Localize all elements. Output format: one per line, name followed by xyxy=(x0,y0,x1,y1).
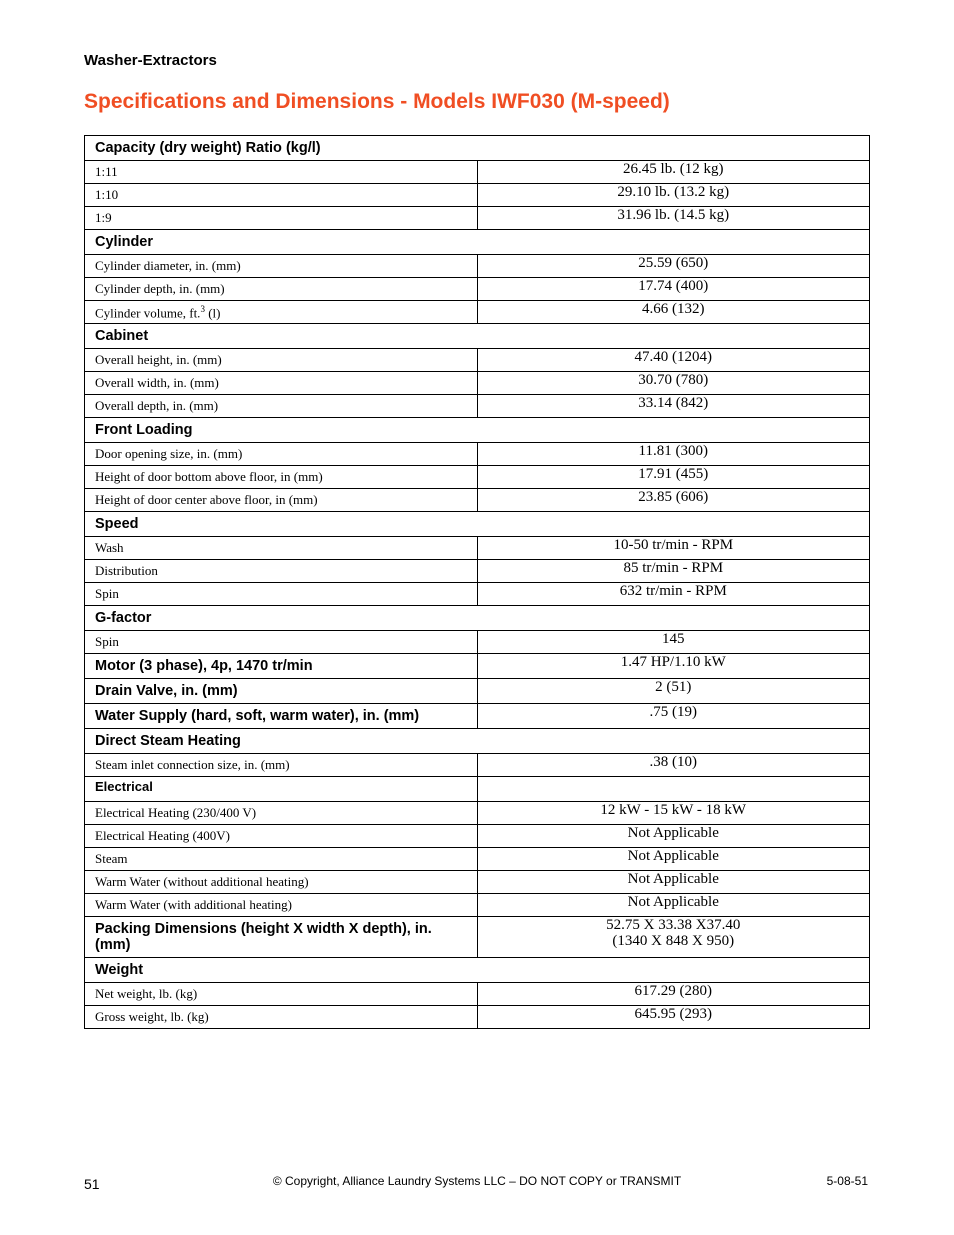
table-row xyxy=(85,871,870,894)
spec-label xyxy=(85,802,478,825)
spec-label-text: Packing Dimensions (height X width X depth), in. (mm) xyxy=(95,921,432,953)
table-section-header xyxy=(85,606,870,631)
spec-label-text: 1:11 xyxy=(95,164,118,179)
spec-label xyxy=(85,466,478,489)
spec-label-text: Spin xyxy=(95,634,119,649)
spec-value xyxy=(477,631,870,654)
spec-label xyxy=(85,161,478,184)
spec-label-text: Motor (3 phase), 4p, 1470 tr/min xyxy=(95,658,313,674)
table-section-header xyxy=(85,958,870,983)
table-row xyxy=(85,466,870,489)
table-section-header xyxy=(85,729,870,754)
section-header-cell: Capacity (dry weight) Ratio (kg/l) xyxy=(85,136,870,161)
spec-label xyxy=(85,679,478,704)
table-row xyxy=(85,917,870,958)
table-row xyxy=(85,983,870,1006)
spec-value-text: Not Applicable xyxy=(627,825,719,841)
spec-value xyxy=(477,372,870,395)
spec-value xyxy=(477,184,870,207)
spec-value-text-line2: (1340 X 848 X 950) xyxy=(612,933,735,949)
spec-value-text: 145 xyxy=(662,631,685,647)
spec-value-text: 4.66 (132) xyxy=(642,301,705,317)
spec-value xyxy=(477,654,870,679)
spec-label-text: Overall height, in. (mm) xyxy=(95,352,222,367)
table-row xyxy=(85,278,870,301)
section-header-cell: Electrical xyxy=(85,777,478,802)
spec-label-text: Overall depth, in. (mm) xyxy=(95,398,219,413)
spec-value-text: 632 tr/min - RPM xyxy=(619,583,727,599)
page-title: Specifications and Dimensions - Models IWF030 (M-speed) xyxy=(84,90,670,113)
section-header-cell: Speed xyxy=(85,512,870,537)
spec-label xyxy=(85,395,478,418)
table-row xyxy=(85,161,870,184)
spec-value-text: 29.10 lb. (13.2 kg) xyxy=(617,184,730,200)
table-row xyxy=(85,802,870,825)
empty-value-cell xyxy=(477,777,870,802)
spec-label-text: 1:10 xyxy=(95,187,119,202)
spec-value-text: 10-50 tr/min - RPM xyxy=(613,537,734,553)
table-row xyxy=(85,184,870,207)
table-row xyxy=(85,631,870,654)
spec-value xyxy=(477,161,870,184)
spec-value xyxy=(477,537,870,560)
spec-label-text: Warm Water (without additional heating) xyxy=(95,874,309,889)
table-row xyxy=(85,1006,870,1029)
spec-label-text: Height of door center above floor, in (mm) xyxy=(95,492,318,507)
spec-value xyxy=(477,395,870,418)
spec-label xyxy=(85,1006,478,1029)
spec-label-text: Drain Valve, in. (mm) xyxy=(95,683,238,699)
table-row xyxy=(85,894,870,917)
spec-value xyxy=(477,443,870,466)
copyright-notice: © Copyright, Alliance Laundry Systems LLC – DO NOT COPY or TRANSMIT xyxy=(272,1174,682,1188)
spec-label xyxy=(85,704,478,729)
spec-label-text: Net weight, lb. (kg) xyxy=(95,986,198,1001)
spec-value-text: 52.75 X 33.38 X37.40 xyxy=(606,917,741,933)
spec-value xyxy=(477,704,870,729)
spec-value xyxy=(477,583,870,606)
document-number: 5-08-51 xyxy=(826,1174,868,1188)
spec-value-text: Not Applicable xyxy=(627,894,719,910)
spec-value xyxy=(477,871,870,894)
table-section-header xyxy=(85,136,870,161)
spec-value-text: .75 (19) xyxy=(649,704,697,720)
spec-label xyxy=(85,443,478,466)
table-row xyxy=(85,395,870,418)
spec-value xyxy=(477,754,870,777)
page-number: 51 xyxy=(84,1176,100,1192)
table-row xyxy=(85,679,870,704)
spec-label xyxy=(85,654,478,679)
spec-value-text: 23.85 (606) xyxy=(638,489,709,505)
spec-value xyxy=(477,917,870,958)
spec-label xyxy=(85,825,478,848)
spec-label-text: Steam inlet connection size, in. (mm) xyxy=(95,757,290,772)
spec-value-text: 2 (51) xyxy=(655,679,692,695)
spec-label-text: Height of door bottom above floor, in (mm) xyxy=(95,469,323,484)
spec-label xyxy=(85,560,478,583)
spec-label-text: Water Supply (hard, soft, warm water), in. (mm) xyxy=(95,708,420,724)
spec-label xyxy=(85,537,478,560)
spec-value xyxy=(477,349,870,372)
spec-value xyxy=(477,255,870,278)
spec-label xyxy=(85,184,478,207)
spec-value xyxy=(477,802,870,825)
spec-value xyxy=(477,848,870,871)
spec-label xyxy=(85,372,478,395)
spec-value-text: 17.74 (400) xyxy=(638,278,709,294)
spec-value-text: 31.96 lb. (14.5 kg) xyxy=(617,207,730,223)
specifications-table xyxy=(84,135,870,1029)
spec-value-text: 1.47 HP/1.10 kW xyxy=(620,654,726,670)
spec-label xyxy=(85,871,478,894)
spec-value xyxy=(477,278,870,301)
section-header-cell: Cabinet xyxy=(85,324,870,349)
spec-value-text: 645.95 (293) xyxy=(634,1006,712,1022)
spec-label xyxy=(85,489,478,512)
section-label: Washer-Extractors xyxy=(84,52,217,69)
section-header-cell: Direct Steam Heating xyxy=(85,729,870,754)
table-row xyxy=(85,583,870,606)
spec-label xyxy=(85,255,478,278)
table-row xyxy=(85,443,870,466)
spec-value-text: 12 kW - 15 kW - 18 kW xyxy=(600,802,747,818)
section-header-cell: Front Loading xyxy=(85,418,870,443)
spec-value-text: Not Applicable xyxy=(627,848,719,864)
table-section-header xyxy=(85,777,870,802)
spec-label xyxy=(85,983,478,1006)
spec-value xyxy=(477,983,870,1006)
spec-label-text: Distribution xyxy=(95,563,158,578)
table-row xyxy=(85,207,870,230)
spec-label-text: Overall width, in. (mm) xyxy=(95,375,219,390)
spec-label xyxy=(85,583,478,606)
spec-value-text: 25.59 (650) xyxy=(638,255,709,271)
spec-value-text: 33.14 (842) xyxy=(638,395,709,411)
table-row xyxy=(85,489,870,512)
table-row xyxy=(85,654,870,679)
spec-value xyxy=(477,560,870,583)
table-row xyxy=(85,560,870,583)
spec-label-text: Wash xyxy=(95,540,124,555)
table-row xyxy=(85,349,870,372)
spec-label-text: Electrical Heating (400V) xyxy=(95,828,230,843)
spec-value-text: 85 tr/min - RPM xyxy=(623,560,724,576)
spec-label-text: Spin xyxy=(95,586,119,601)
table-section-header xyxy=(85,230,870,255)
spec-label xyxy=(85,278,478,301)
spec-value xyxy=(477,301,870,324)
table-section-header xyxy=(85,324,870,349)
spec-value-text: 11.81 (300) xyxy=(638,443,708,459)
spec-value-text: 47.40 (1204) xyxy=(634,349,712,365)
spec-label xyxy=(85,917,478,958)
spec-value-text: Not Applicable xyxy=(627,871,719,887)
spec-value xyxy=(477,825,870,848)
section-header-cell: Weight xyxy=(85,958,870,983)
spec-value xyxy=(477,207,870,230)
section-header-cell: G-factor xyxy=(85,606,870,631)
spec-label-suffix: (l) xyxy=(204,305,221,321)
table-row xyxy=(85,301,870,324)
spec-value-text: 617.29 (280) xyxy=(634,983,712,999)
spec-value-text: 26.45 lb. (12 kg) xyxy=(623,161,724,177)
table-row xyxy=(85,255,870,278)
spec-value xyxy=(477,1006,870,1029)
spec-label-text: Steam xyxy=(95,851,128,866)
spec-value-text: .38 (10) xyxy=(649,754,697,770)
spec-label xyxy=(85,301,478,324)
table-row xyxy=(85,848,870,871)
table-section-header xyxy=(85,512,870,537)
spec-label xyxy=(85,207,478,230)
spec-label xyxy=(85,754,478,777)
spec-value xyxy=(477,489,870,512)
table-row xyxy=(85,372,870,395)
section-header-cell: Cylinder xyxy=(85,230,870,255)
superscript: 3 xyxy=(200,304,205,314)
spec-label xyxy=(85,894,478,917)
table-section-header xyxy=(85,418,870,443)
spec-value xyxy=(477,466,870,489)
spec-label-text: Door opening size, in. (mm) xyxy=(95,446,243,461)
table-row xyxy=(85,754,870,777)
table-row xyxy=(85,704,870,729)
spec-label xyxy=(85,631,478,654)
spec-label-text: Warm Water (with additional heating) xyxy=(95,897,292,912)
spec-label-text: Electrical Heating (230/400 V) xyxy=(95,805,257,820)
table-row xyxy=(85,825,870,848)
spec-value-text: 30.70 (780) xyxy=(638,372,709,388)
spec-label-text: Cylinder depth, in. (mm) xyxy=(95,281,225,296)
spec-label-text: 1:9 xyxy=(95,210,112,225)
spec-value xyxy=(477,894,870,917)
spec-label xyxy=(85,848,478,871)
table-row xyxy=(85,537,870,560)
spec-value-text: 17.91 (455) xyxy=(638,466,709,482)
spec-label-text: Cylinder volume, ft. xyxy=(95,305,201,321)
spec-value xyxy=(477,679,870,704)
spec-label-text: Gross weight, lb. (kg) xyxy=(95,1009,209,1024)
spec-label-text: Cylinder diameter, in. (mm) xyxy=(95,258,241,273)
spec-label xyxy=(85,349,478,372)
